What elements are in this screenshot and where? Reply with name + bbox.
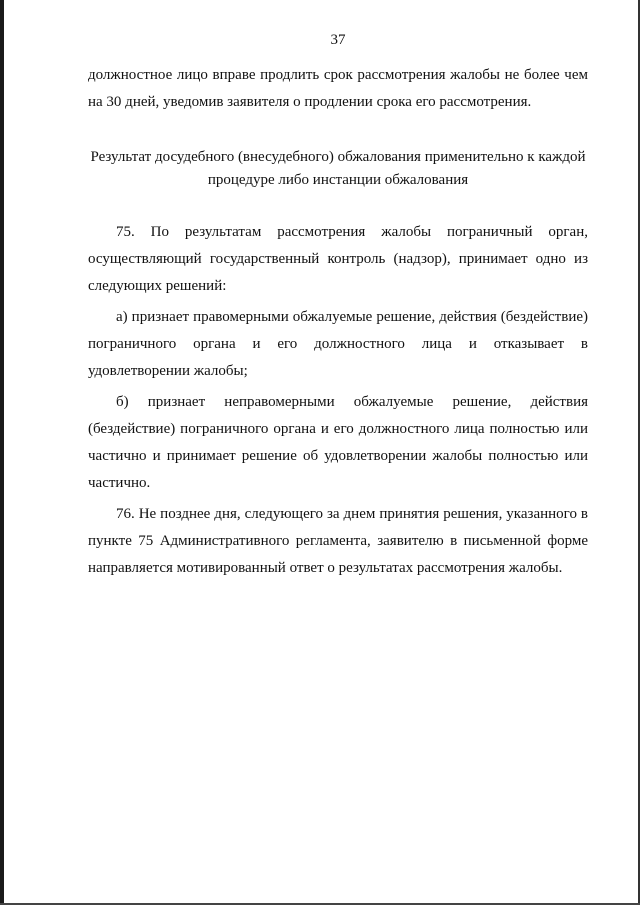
- document-page: [88, 28, 588, 582]
- paragraph-75: 75. По результатам рассмотрения жалобы пограничный орган, осуществляющий государственный контроль (надзор), принимает одно из следующих решений:: [88, 224, 588, 294]
- section-heading: Результат досудебного (внесудебного) обжалования применительно к каждой процедуре либо инстанции обжалования: [90, 149, 586, 188]
- paragraph-76: 76. Не позднее дня, следующего за днем принятия решения, указанного в пункте 75 Административного регламента, заявителю в письменной форме направляется мотивированный ответ о результатах рассмотрения жалобы.: [88, 506, 588, 576]
- paragraph-continuation: должностное лицо вправе продлить срок рассмотрения жалобы не более чем на 30 дней, уведомив заявителя о продлении срока его рассмотрения.: [88, 67, 588, 110]
- scan-edge-left: [0, 0, 4, 905]
- paragraph-item-b: б) признает неправомерными обжалуемые решение, действия (бездействие) пограничного органа и его должностного лица полностью или частично и принимает решение об удовлетворении жалобы полностью или частично.: [88, 394, 588, 491]
- page-number: 37: [330, 32, 346, 48]
- paragraph-item-a: а) признает правомерными обжалуемые решение, действия (бездействие) пограничного органа и его должностного лица и отказывает в удовлетворении жалобы;: [88, 309, 588, 379]
